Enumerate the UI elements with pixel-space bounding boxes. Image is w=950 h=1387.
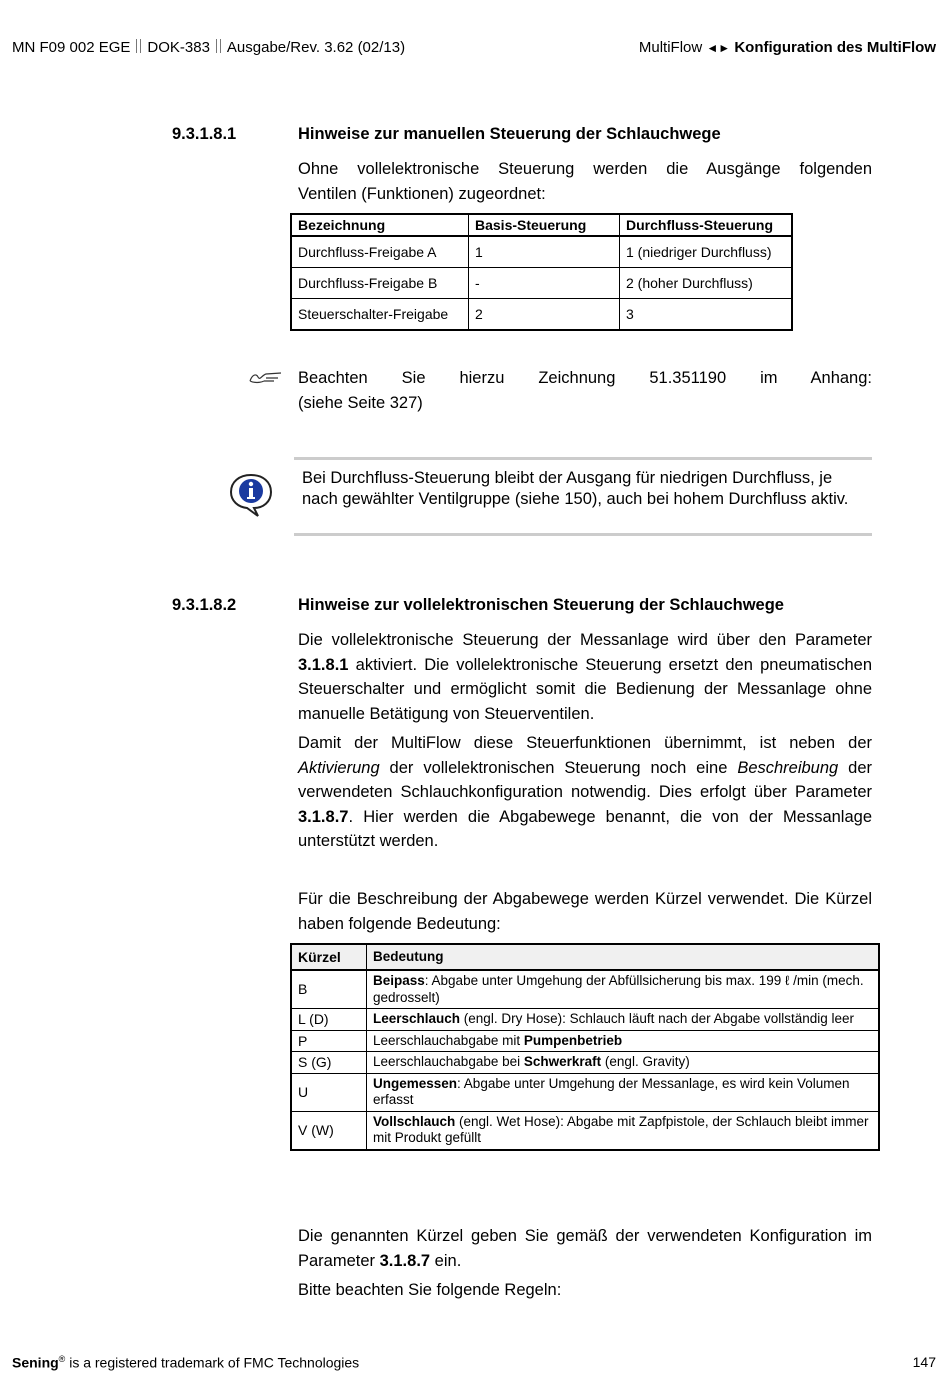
abbreviation-cell: V (W) <box>291 1111 367 1150</box>
text: (engl. Gravity) <box>601 1054 690 1069</box>
table-row <box>291 1052 879 1074</box>
abbreviation-cell: L (D) <box>291 1009 367 1031</box>
meaning-cell <box>367 1009 880 1031</box>
meaning-cell <box>367 1052 880 1074</box>
meaning-cell <box>367 970 880 1009</box>
text: . Hier werden die Abgabewege benannt, die von der Messanlage unterstützt werden. <box>298 807 872 850</box>
term: Ungemessen <box>373 1075 458 1091</box>
text: Leerschlauchabgabe bei <box>373 1054 524 1069</box>
paragraph <box>298 731 872 854</box>
chapter-title: Konfiguration des MultiFlow <box>734 39 936 56</box>
intro-line: Ohne vollelektronische Steuerung werden die Ausgänge folgenden <box>298 160 872 178</box>
table-cell: Durchfluss-Freigabe B <box>291 268 469 299</box>
footer-trademark <box>12 1354 359 1371</box>
doc-id: MN F09 002 EGE <box>12 39 131 56</box>
text: Damit der MultiFlow diese Steuerfunktionen übernimmt, ist neben der <box>298 734 872 752</box>
info-box <box>294 457 872 536</box>
valve-assignment-table <box>290 213 793 331</box>
parameter-ref: 3.1.8.7 <box>379 1251 431 1270</box>
table-row <box>291 268 792 299</box>
text: aktiviert. Die vollelektronische Steuerung ersetzt den pneumatischen Steuerschalter und ermöglicht somit die Bedienung der Messanlage ohne manuelle Betätigung von Steuerventilen. <box>298 655 872 723</box>
table-cell: Durchfluss-Freigabe A <box>291 236 469 268</box>
term: Beipass <box>373 973 425 988</box>
table-cell: 1 <box>469 236 620 268</box>
table-header-row <box>291 944 879 970</box>
column-header: Durchfluss-Steuerung <box>620 214 793 236</box>
table-cell: 1 (niedriger Durchfluss) <box>620 236 793 268</box>
table-row <box>291 1073 879 1111</box>
separator <box>136 39 141 53</box>
intro-line: Ventilen (Funktionen) zugeordnet: <box>298 184 546 203</box>
reference-line: Beachten Sie hierzu Zeichnung 51.351190 im Anhang: <box>298 369 872 387</box>
separator <box>216 39 221 53</box>
info-speech-bubble-icon <box>228 472 274 518</box>
section-title: Hinweise zur vollelektronischen Steuerung der Schlauchwege <box>298 596 784 614</box>
text: (engl. Wet Hose): Abgabe mit Zapfpistole, der Schlauch bleibt immer mit Produkt gefüllt <box>373 1113 869 1145</box>
table-row <box>291 299 792 331</box>
text: : Abgabe unter Umgehung der Messanlage, es wird kein Volumen erfasst <box>373 1075 850 1107</box>
product-name: MultiFlow <box>638 39 703 56</box>
table-row <box>291 1030 879 1052</box>
text: : Abgabe unter Umgehung der Abfüllsicherung bis max. 199 ℓ /min (mech. gedrosselt) <box>373 973 864 1005</box>
column-header: Basis-Steuerung <box>469 214 620 236</box>
table-cell: 2 <box>469 299 620 331</box>
table-header-row <box>291 214 792 236</box>
abbreviation-cell: U <box>291 1073 367 1111</box>
table-row <box>291 970 879 1009</box>
paragraph <box>298 628 872 726</box>
abbreviation-cell: B <box>291 970 367 1009</box>
column-header: Bedeutung <box>367 944 880 970</box>
parameter-ref: 3.1.8.1 <box>298 655 349 674</box>
text: Die vollelektronische Steuerung der Messanlage wird über den Parameter <box>298 631 872 649</box>
abbreviation-table <box>290 943 880 1151</box>
emphasis: Beschreibung <box>737 758 839 777</box>
text: Bitte beachten Sie folgende Regeln: <box>298 1281 562 1299</box>
reference-note <box>298 366 872 415</box>
table-cell: 3 <box>620 299 793 331</box>
table-cell: 2 (hoher Durchfluss) <box>620 268 793 299</box>
abbreviation-cell: S (G) <box>291 1052 367 1074</box>
table-row <box>291 236 792 268</box>
table-cell: Steuerschalter-Freigabe <box>291 299 469 331</box>
emphasis: Aktivierung <box>298 758 380 777</box>
term: Pumpenbetrieb <box>523 1032 623 1048</box>
paragraph <box>298 1278 872 1303</box>
column-header: Bezeichnung <box>291 214 469 236</box>
paragraph <box>298 1224 872 1273</box>
header-chapter-info <box>639 39 936 56</box>
paragraph <box>298 887 872 936</box>
text: Leerschlauchabgabe mit <box>373 1032 524 1048</box>
column-header: Kürzel <box>291 944 367 970</box>
reference-line: (siehe Seite 327) <box>298 393 423 412</box>
table-row <box>291 1111 879 1150</box>
text: der verwendeten Schlauchkonfiguration notwendig. Dies erfolgt über Parameter <box>298 758 872 801</box>
text: der vollelektronischen Steuerung noch eine <box>379 758 738 777</box>
text: ein. <box>430 1251 462 1270</box>
meaning-cell <box>367 1111 880 1150</box>
section-number: 9.3.1.8.2 <box>172 596 237 614</box>
term: Schwerkraft <box>523 1054 602 1069</box>
section-number: 9.3.1.8.1 <box>172 125 237 143</box>
text: (engl. Dry Hose): Schlauch läuft nach der Abgabe vollständig leer <box>460 1011 855 1026</box>
table-cell: - <box>469 268 620 299</box>
parameter-ref: 3.1.8.7 <box>298 807 349 826</box>
abbreviation-cell: P <box>291 1030 367 1052</box>
term: Leerschlauch <box>373 1011 461 1026</box>
brand-name: Sening <box>12 1354 59 1371</box>
table-row <box>291 1009 879 1031</box>
header-doc-info <box>12 39 405 56</box>
revision: Ausgabe/Rev. 3.62 (02/13) <box>226 39 406 56</box>
text: Die genannten Kürzel geben Sie gemäß der verwendeten Konfiguration im Parameter <box>298 1227 872 1270</box>
meaning-cell <box>367 1030 880 1052</box>
registered-mark: ® <box>58 1354 66 1364</box>
meaning-cell <box>367 1073 880 1111</box>
hand-pointing-icon <box>248 369 284 385</box>
section-intro <box>298 157 872 206</box>
page-number: 147 <box>912 1354 936 1370</box>
doc-code: DOK-383 <box>147 39 210 56</box>
nav-arrows-icon: ◄► <box>706 41 731 55</box>
trademark-text: is a registered trademark of FMC Technologies <box>65 1354 360 1371</box>
text: Für die Beschreibung der Abgabewege werden Kürzel verwendet. Die Kürzel haben folgende Bedeutung: <box>298 890 872 933</box>
info-text: Bei Durchfluss-Steuerung bleibt der Ausgang für niedrigen Durchfluss, je nach gewählter Ventilgruppe (siehe 150), auch bei hohem Durchfluss aktiv. <box>302 469 849 508</box>
section-title: Hinweise zur manuellen Steuerung der Schlauchwege <box>298 125 721 143</box>
term: Vollschlauch <box>373 1113 456 1129</box>
